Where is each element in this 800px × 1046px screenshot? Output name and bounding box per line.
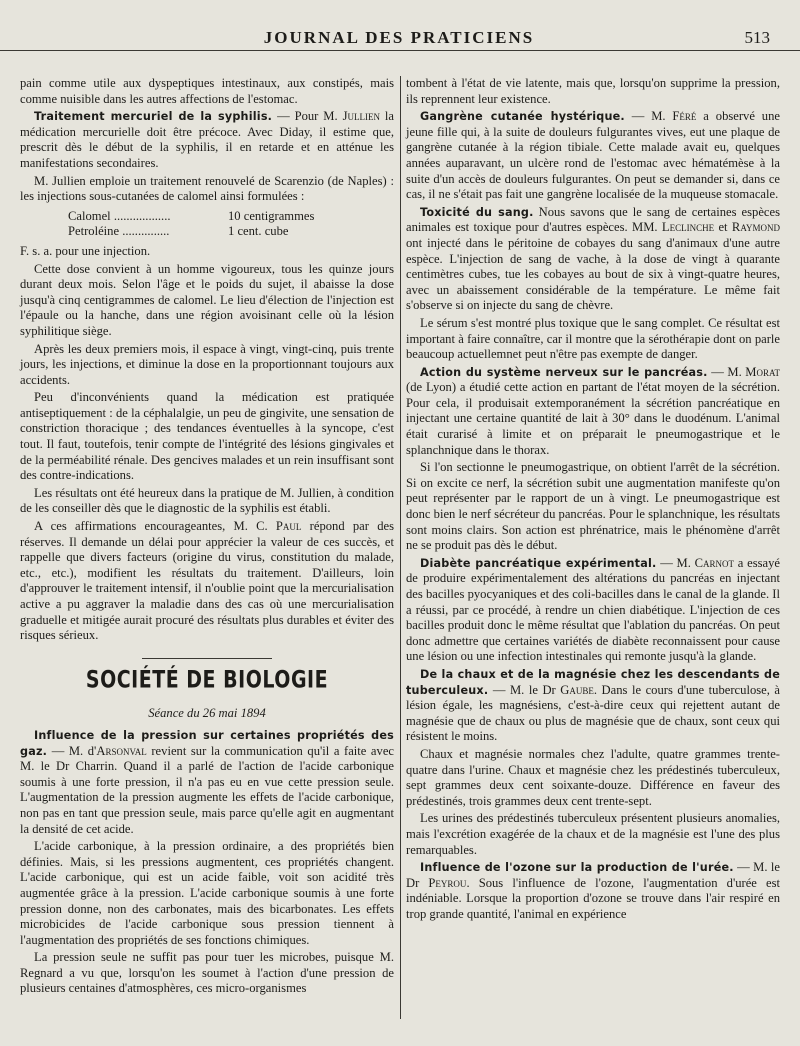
- prescription-formula: [68, 209, 394, 240]
- paragraph-pancreas: [406, 365, 780, 459]
- text-run: A ces affirmations encourageantes, M. C.: [34, 519, 276, 534]
- text-run: a observé une jeune fille qui, à la suite de douleurs fulgurantes vives, eut une plaque de gangrène cutanée à la région tibiale. Cette malade avait eu, quelques années auparavant, un ulcère rond de l'estomac avec hématémèse à la suite d'un accès de douleurs fulgurantes. On peut se demander si, dans ce cas, il ne s'était pas fait une gangrène localisée de la muqueuse stomacale.: [406, 109, 780, 202]
- paragraph: Cette dose convient à un homme vigoureux, tous les quinze jours durant deux mois. Selon l'âge et le poids du sujet, il abaisse la dose jusqu'à cinq centigrammes de calomel. Le lieu d'élection de l'injection est l'épaule ou la hanche, dans une région avoisinant celle où la lésion syphilitique siège.: [20, 261, 394, 338]
- section-heading: Influence de la pression sur certaines propriétés des gaz.: [20, 728, 394, 758]
- paragraph: La pression seule ne suffit pas pour tuer les microbes, puisque M. Regnard a vu que, lorsqu'on les soumet à l'action d'une pression de plusieurs centaines d'atmosphères, ces micro-organismes: [20, 950, 394, 996]
- text-run: — Pour M.: [272, 109, 343, 124]
- paragraph-chaux: [406, 667, 780, 745]
- text-run: ont injecté dans le péritoine de cobayes du sang d'animaux d'une autre espèce. L'injection de sang de vache, à la dose de vingt à quarante centimètres cubes, tue les cobayes au bout de six à vingt-quatre heures, avec un abaissement considérable de la température. Le même fait s'observe si on injecte du sang de chèvre.: [406, 235, 780, 313]
- formula-row: [68, 224, 394, 240]
- section-separator: [142, 658, 272, 659]
- paragraph: pain comme utile aux dyspeptiques intestinaux, aux constipés, mais comme nuisible dans les autres affections de l'estomac.: [20, 76, 394, 106]
- society-heading: SOCIÉTÉ DE BIOLOGIE: [85, 665, 329, 694]
- text-run: — M.: [656, 555, 695, 570]
- author-name: Leclinche: [661, 220, 715, 235]
- formula-tail: F. s. a. pour une injection.: [20, 243, 151, 258]
- quantity: 1 cent. cube: [228, 224, 289, 239]
- paragraph: Le sérum s'est montré plus toxique que le sang complet. Ce résultat est important à faire connaître, car il montre que la sérothérapie dont on parle beaucoup actuellemnet peut n'être pas exempte de danger.: [406, 315, 780, 362]
- text-run: Nous savons que le sang de certaines espèces animales est toxique pour d'autres espèces. MM.: [406, 204, 780, 235]
- author-name: Arsonval: [96, 743, 147, 758]
- author-name: Raymond: [731, 220, 780, 235]
- paragraph-syphilis: [20, 109, 394, 171]
- text-run: . Sous l'influence de l'ozone, l'augmentation d'urée est indéniable. Lorsque la proportion d'ozone se trouve dans l'air respiré en trop grande quantité, l'animal en expérience: [406, 875, 781, 921]
- text-run: la médication mercurielle doit être précoce. Avec Diday, il estime que, prescrit dès le début de la syphilis, il en retarde et en atténue les manifestations secondaires.: [20, 109, 394, 170]
- quantity: 10 centigrammes: [228, 208, 315, 223]
- author-name: Carnot: [694, 555, 735, 570]
- paragraph: Les urines des prédestinés tuberculeux présentent plusieurs anomalies, mais l'excrétion exagérée de la chaux et de la magnésie est l'une des plus remarquables.: [406, 811, 780, 857]
- paragraph-diabete: [406, 556, 780, 665]
- text-run: — M.: [707, 364, 746, 379]
- text-run: — M.: [624, 109, 673, 124]
- author-name: Féré: [672, 109, 697, 124]
- paragraph: Après les deux premiers mois, il espace à vingt, vingt-cinq, puis trente jours, les injections, et diminue la dose en la proportionnant toujours aux accidents.: [20, 341, 394, 387]
- text-run: . Dans le cours d'une tuberculose, à lésion égale, les magnésiens, c'est-à-dire ceux qui rejettent autant de magnésie que de chaux ou plus de magnésie que de chaux, sont ceux qui résistent le moins.: [406, 682, 781, 744]
- two-column-body: [20, 76, 781, 999]
- text-run: — M. le Dr: [488, 682, 561, 697]
- paragraph-gangrene: [406, 109, 780, 203]
- paragraph: L'acide carbonique, à la pression ordinaire, a des propriétés bien définies. Mais, si les pressions augmentent, ces propriétés changent. L'acide carbonique, qui est un acide faible, voit son acidité très augmentée grâce à la pression. L'acide carbonique soumis à une forte pression donne, non des carbonates, mais des bicarbonates. Les effets microbicides de l'acide carbonique sous pression tiennent à l'augmentation des propriétés de ses fonctions chimiques.: [20, 839, 394, 947]
- section-heading: Toxicité du sang.: [420, 205, 534, 219]
- text-run: et: [714, 220, 732, 235]
- section-heading: Diabète pancréatique expérimental.: [420, 556, 657, 570]
- text-run: (de Lyon) a étudié cette action en partant de l'état moyen de la sécrétion. Pour cela, il produisait extemporanément la sécrétion pancréatique en injectant une certaine quantité de lait à 30° dans le duodénum. L'animal était curarisé à limite et on préparait le pneumogastrique et le splanchnique dans le thorax.: [406, 380, 780, 457]
- author-name: Gaube: [560, 682, 594, 697]
- author-name: Morat: [745, 364, 780, 379]
- paragraph: Si l'on sectionne le pneumogastrique, on obtient l'arrêt de la sécrétion. Si on excite ce nerf, la sécrétion subit une augmentation manifeste qu'on peut représenter par le rapport de un à vingt. Le pneumogastrique est donc bien le nerf sécréteur du pancréas. Pour le splanchnique, les résultats sont moins clairs. Son action est phrénatrice, mais le phénomène d'arrêt ne se produit pas dès le début.: [406, 460, 780, 553]
- section-heading: De la chaux et de la magnésie chez les descendants de tuberculeux.: [406, 667, 780, 697]
- running-header: [20, 26, 778, 56]
- section-heading: Traitement mercuriel de la syphilis.: [34, 110, 273, 124]
- author-name: Peyrou: [428, 875, 467, 890]
- page-number: 513: [744, 28, 770, 47]
- text-run: répond par des réserves. Il demande un délai pour apprécier la valeur de ces succès, et rappelle que divers facteurs (origine du virus, constitution du malade, etc., etc.), modifient les résultats du traitement. D'ailleurs, loin d'approuver le traitement intensif, il n'oublie point que la mercurialisation active a pu aggraver la maladie dans des cas où une mercurialisation graduelle et mitigée aurait procuré des résultats plus durables et éviter des risques sérieux.: [20, 519, 394, 643]
- text-run: a essayé de produire expérimentalement des altérations du pancréas en injectant des bacilles pyocyaniques et des coli-bacilles dans le canal de la glande. Il a réussi, par ce procédé, à rendre un chien diabétique. L'injection de ces bacilles produit donc le même résultat que l'ablation du pancréas. On peut donc admettre que certaines variétés de diabète reconnaissent pour cause une lésion ou une infection intestinales qui remonte jusqu'à la glande.: [406, 555, 781, 664]
- author-name: Jullien: [342, 109, 380, 124]
- paragraph-toxicite: [406, 205, 780, 314]
- text-run: — M. le Dr: [406, 860, 780, 890]
- column-divider: [400, 76, 401, 1019]
- paragraph: M. Jullien emploie un traitement renouvelé de Scarenzio (de Naples) : les injections sous-cutanées de calomel ainsi formulées :: [20, 173, 394, 204]
- paragraph: Chaux et magnésie normales chez l'adulte, quatre grammes trente-quatre dans l'urine. Chaux et magnésie chez les prédestinés tuberculeux, sept grammes deux cent soixante-douze. Différence en faveur des prédestinés, trois grammes deux cent trente-sept.: [406, 746, 780, 808]
- ingredient: Calomel ..................: [68, 208, 171, 223]
- session-date: Séance du 26 mai 1894: [148, 706, 266, 721]
- paragraph-pression: [20, 728, 394, 837]
- section-heading: Influence de l'ozone sur la production de l'urée.: [420, 861, 734, 875]
- author-name: Paul: [275, 519, 302, 534]
- left-column: [20, 76, 394, 999]
- journal-title: JOURNAL DES PRATICIENS: [263, 28, 535, 47]
- section-heading: Action du système nerveux sur le pancréas.: [420, 365, 708, 379]
- section-heading: Gangrène cutanée hystérique.: [420, 110, 625, 124]
- header-rule: [0, 50, 800, 51]
- paragraph: tombent à l'état de vie latente, mais que, lorsqu'on supprime la pression, ils reprennent leur existence.: [406, 76, 780, 106]
- paragraph: [20, 519, 394, 644]
- paragraph: Peu d'inconvénients quand la médication est pratiquée antiseptiquement : de la céphalalgie, un peu de gingivite, une sensation de constriction thoracique ; des tendances éventuelles à la syncope, c'est tout. Il faut, toutefois, tenir compte de l'intégrité des lésions gingivales et de la perméabilité rénale. Des gencives malades et un rein insuffisant sont des contre-indications.: [20, 390, 394, 483]
- paragraph-ozone: [406, 860, 780, 922]
- formula-row: [68, 209, 394, 225]
- right-column: [406, 76, 780, 999]
- text-run: revient sur la communication qu'il a faite avec M. le Dr Charrin. Quand il a parlé de l'action de l'acide carbonique soumis à une forte pression, il n'a pas eu en vue cette pression seule. L'augmentation de la pression augmente les effets de l'acide carbonique, non pas en tant que pression seule, mais parce qu'elle agit en augmentant la densité de cet acide.: [20, 743, 395, 836]
- text-run: — M. d': [47, 743, 97, 758]
- paragraph: Les résultats ont été heureux dans la pratique de M. Jullien, à condition de les conseiller dès que le diagnostic de la syphilis est établi.: [20, 485, 394, 516]
- ingredient: Petroléine ...............: [68, 224, 170, 239]
